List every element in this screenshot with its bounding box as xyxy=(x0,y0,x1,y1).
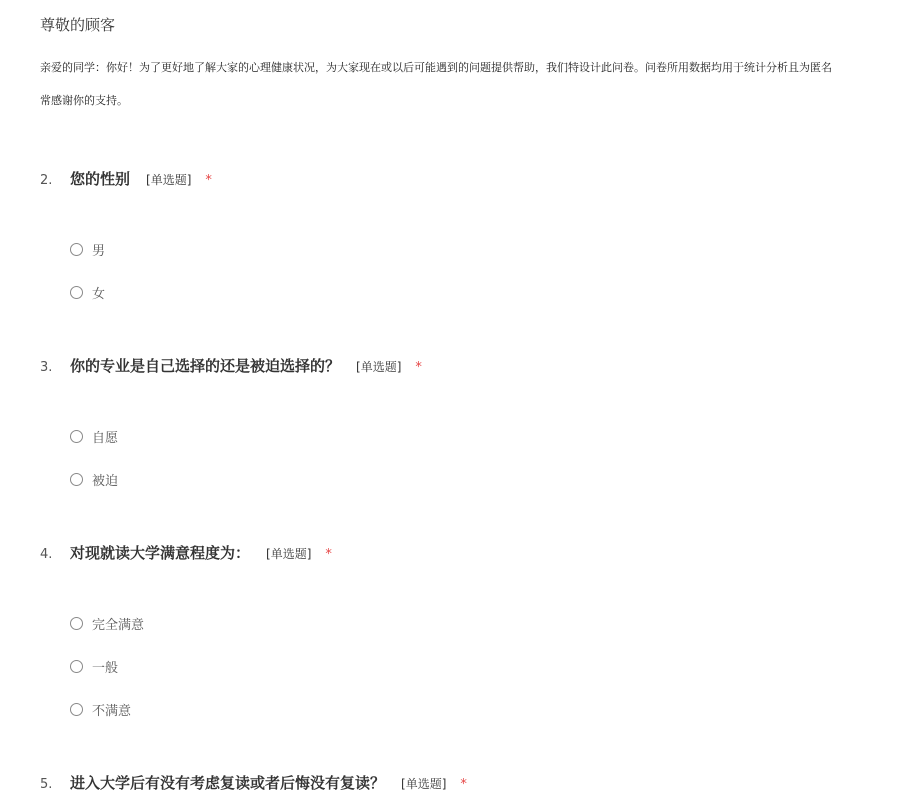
radio-button[interactable] xyxy=(70,473,83,486)
question-type-label: [单选题] xyxy=(266,547,312,561)
option-label: 被迫 xyxy=(92,473,119,489)
required-marker: * xyxy=(415,360,422,375)
option-label: 男 xyxy=(92,243,106,259)
option-male[interactable] xyxy=(70,240,105,258)
option-label: 自愿 xyxy=(92,430,119,446)
option-forced[interactable] xyxy=(70,470,118,488)
radio-button[interactable] xyxy=(70,660,83,673)
question-number: 5. xyxy=(40,777,53,792)
question-title: 您的性别 xyxy=(70,170,131,188)
required-marker: * xyxy=(325,547,332,562)
question-number: 3. xyxy=(40,360,53,375)
option-label: 完全满意 xyxy=(92,617,145,633)
option-female[interactable] xyxy=(70,283,105,301)
question-type-label: [单选题] xyxy=(401,777,447,791)
question-gender xyxy=(40,168,212,192)
radio-button[interactable] xyxy=(70,703,83,716)
question-satisfaction xyxy=(40,542,332,566)
option-label: 女 xyxy=(92,286,106,302)
option-label: 不满意 xyxy=(92,703,132,719)
radio-button[interactable] xyxy=(70,243,83,256)
option-label: 一般 xyxy=(92,660,119,676)
question-number: 2. xyxy=(40,173,53,188)
question-major-choice xyxy=(40,355,422,379)
option-fully-satisfied[interactable] xyxy=(70,614,144,632)
question-type-label: [单选题] xyxy=(356,360,402,374)
question-type-label: [单选题] xyxy=(146,173,192,187)
intro-text-line-2: 常感谢你的支持。 xyxy=(40,94,128,107)
radio-button[interactable] xyxy=(70,617,83,630)
option-average[interactable] xyxy=(70,657,118,675)
question-number: 4. xyxy=(40,547,53,562)
radio-button[interactable] xyxy=(70,286,83,299)
option-unsatisfied[interactable] xyxy=(70,700,131,718)
option-voluntary[interactable] xyxy=(70,427,118,445)
required-marker: * xyxy=(205,173,212,188)
intro-text-line-1: 亲爱的同学：你好！为了更好地了解大家的心理健康状况，为大家现在或以后可能遇到的问题提供帮助，我们特设计此问卷。问卷所用数据均用于统计分析且为匿名 xyxy=(40,61,832,74)
greeting-title: 尊敬的顾客 xyxy=(40,16,116,34)
question-repeat-study xyxy=(40,772,467,796)
question-title: 对现就读大学满意程度为： xyxy=(70,544,251,562)
required-marker: * xyxy=(460,777,467,792)
question-title: 你的专业是自己选择的还是被迫选择的？ xyxy=(70,357,341,375)
question-title: 进入大学后有没有考虑复读或者后悔没有复读？ xyxy=(70,774,386,792)
radio-button[interactable] xyxy=(70,430,83,443)
